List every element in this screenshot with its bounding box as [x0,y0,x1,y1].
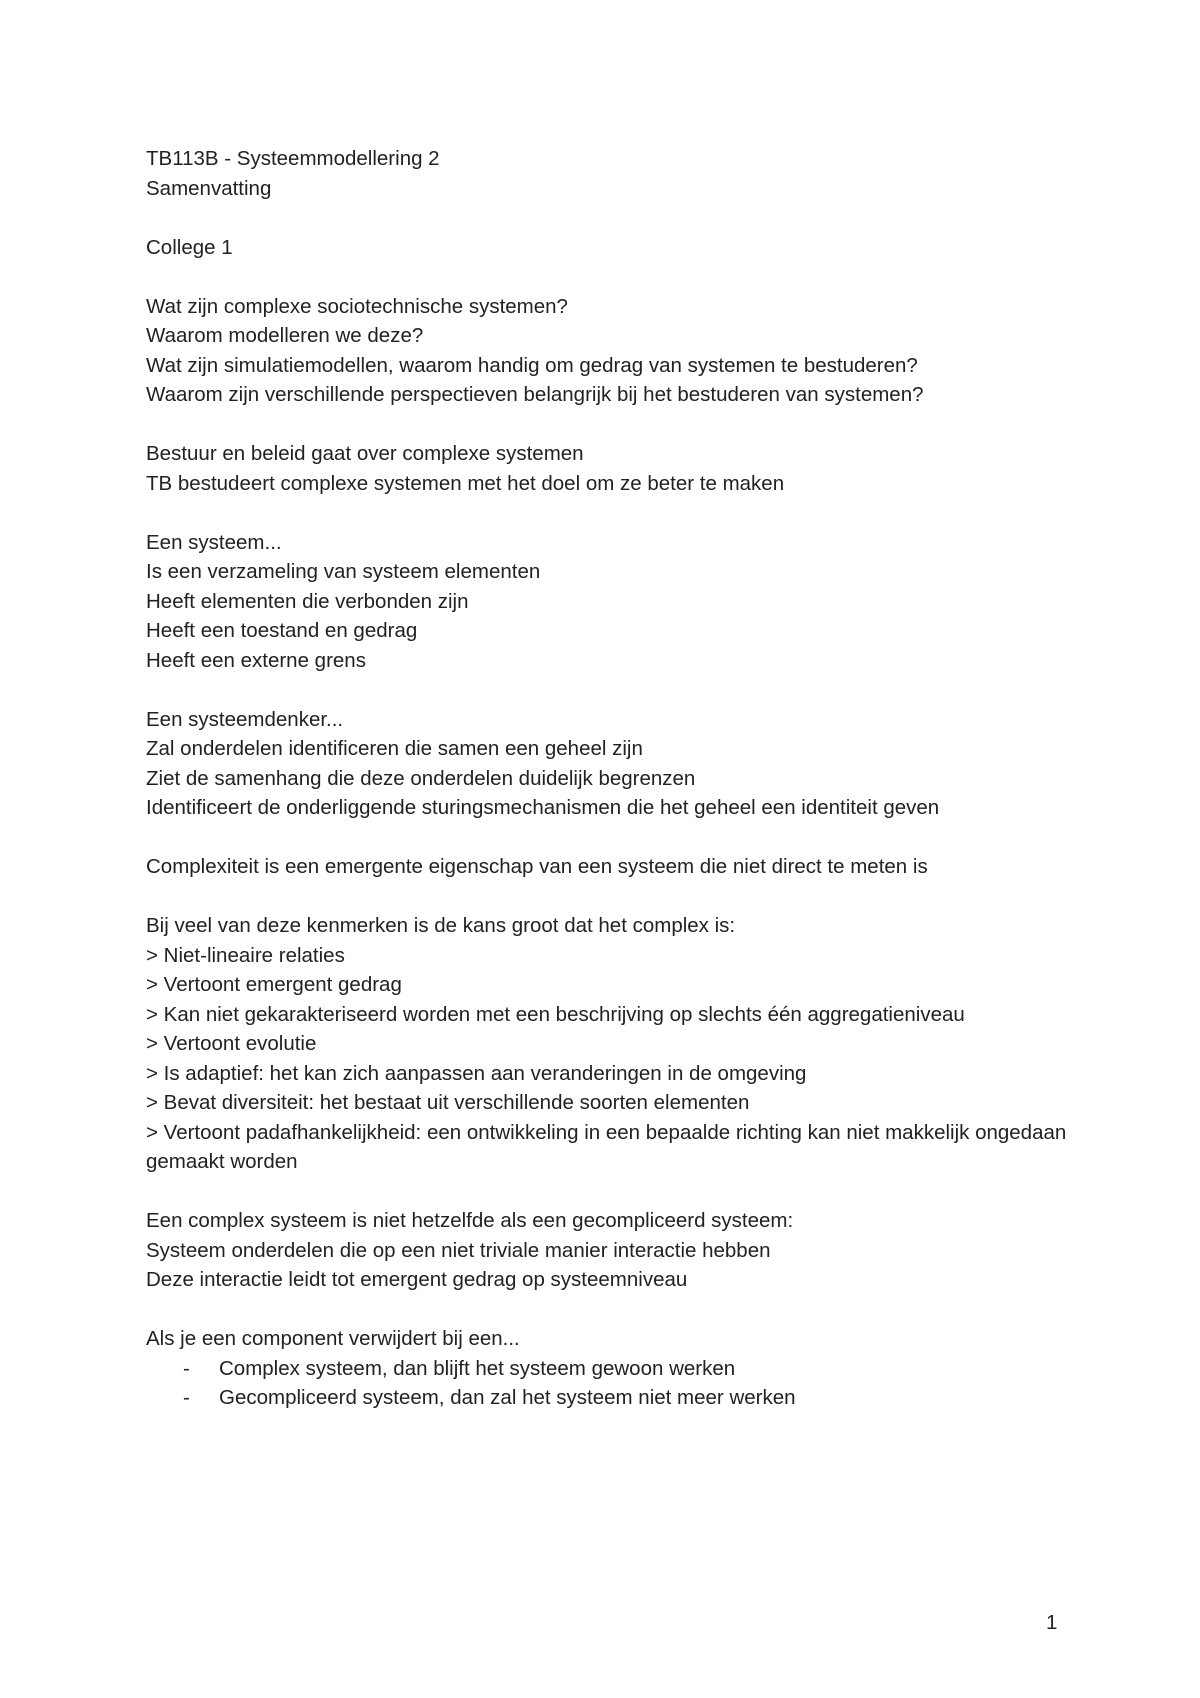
list-item [146,1354,1076,1384]
spacer [146,498,1076,528]
feature-item: > Bevat diversiteit: het bestaat uit verschillende soorten elementen [146,1091,750,1114]
dash-bullet: - [183,1356,190,1380]
system-line: Heeft een toestand en gedrag [146,619,418,642]
list-item-text: Complex systeem, dan blijft het systeem gewoon werken [219,1356,736,1380]
feature-item: > Vertoont padafhankelijkheid: een ontwikkeling in een bepaalde richting kan niet makkelijk ongedaan gemaakt worden [146,1120,1067,1173]
document-body [146,144,1076,1413]
system-line: Is een verzameling van systeem elementen [146,560,541,583]
question-line: Wat zijn complexe sociotechnische systemen? [146,294,568,318]
question-line: Waarom zijn verschillende perspectieven belangrijk bij het bestuderen van systemen? [146,383,924,406]
page-number: 1 [1046,1611,1058,1634]
intro-line: Bestuur en beleid gaat over complexe systemen [146,442,584,465]
system-line: Een systeem... [146,530,282,554]
complexity-statement: Complexiteit is een emergente eigenschap van een systeem die niet direct te meten is [146,855,928,878]
spacer [146,1177,1076,1207]
thinker-line: Ziet de samenhang die deze onderdelen duidelijk begrenzen [146,766,696,790]
thinker-line: Identificeert de onderliggende sturingsmechanismen die het geheel een identiteit geven [146,796,940,819]
document-title: TB113B - Systeemmodellering 2 [146,147,440,170]
spacer [146,882,1076,912]
system-line: Heeft een externe grens [146,648,366,672]
intro-line: TB bestudeert complexe systemen met het doel om ze beter te maken [146,471,785,495]
list-item [146,1383,1076,1413]
thinker-line: Een systeemdenker... [146,707,344,731]
spacer [146,675,1076,705]
comparison-line: Systeem onderdelen die op een niet triviale manier interactie hebben [146,1238,771,1262]
question-line: Wat zijn simulatiemodellen, waarom handig om gedrag van systemen te bestuderen? [146,353,918,377]
feature-item: > Kan niet gekarakteriseerd worden met een beschrijving op slechts één aggregatieniveau [146,1002,965,1026]
removal-intro: Als je een component verwijdert bij een... [146,1327,520,1350]
spacer [146,262,1076,292]
question-line: Waarom modelleren we deze? [146,324,424,347]
spacer [146,203,1076,233]
spacer [146,1295,1076,1325]
document-subtitle: Samenvatting [146,176,272,200]
removal-list [146,1354,1076,1413]
list-item-text: Gecompliceerd systeem, dan zal het systeem niet meer werken [219,1386,796,1409]
dash-bullet: - [183,1386,190,1409]
spacer [146,823,1076,853]
section-heading: College 1 [146,235,233,259]
spacer [146,410,1076,440]
thinker-line: Zal onderdelen identificeren die samen een geheel zijn [146,737,643,760]
feature-item: > Is adaptief: het kan zich aanpassen aan veranderingen in de omgeving [146,1061,807,1085]
comparison-line: Een complex systeem is niet hetzelfde als een gecompliceerd systeem: [146,1209,794,1232]
feature-item: > Vertoont evolutie [146,1032,317,1055]
features-intro: Bij veel van deze kenmerken is de kans groot dat het complex is: [146,914,736,937]
comparison-line: Deze interactie leidt tot emergent gedrag op systeemniveau [146,1268,688,1291]
feature-item: > Vertoont emergent gedrag [146,973,402,996]
feature-item: > Niet-lineaire relaties [146,943,345,967]
system-line: Heeft elementen die verbonden zijn [146,589,469,613]
